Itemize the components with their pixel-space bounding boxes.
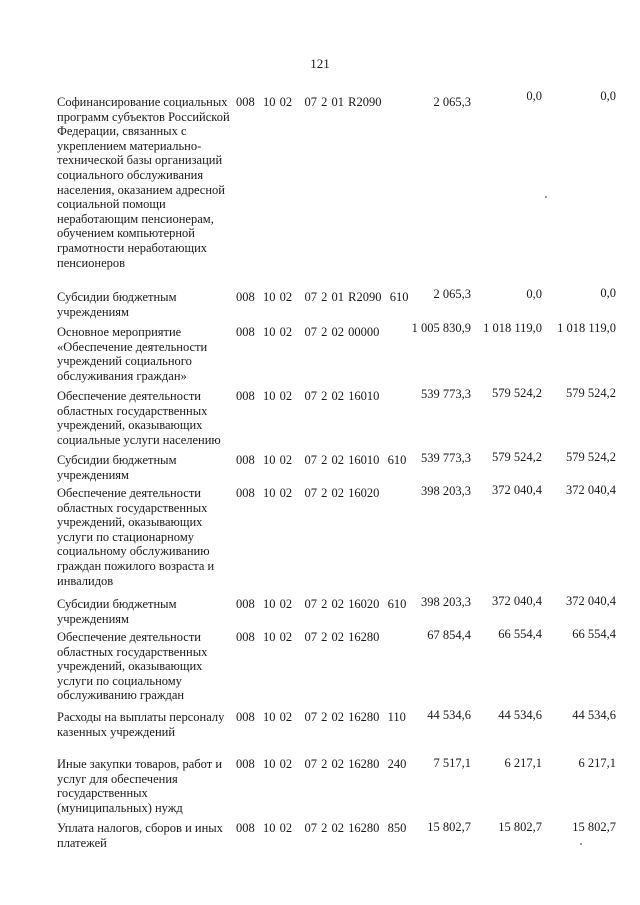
page-number: 121 xyxy=(310,56,330,71)
row-value-2: 372 040,4 xyxy=(492,483,542,497)
row-value-1: 539 773,3 xyxy=(421,387,471,401)
row-value-1: 2 065,3 xyxy=(433,287,471,301)
row-value-3: 44 534,6 xyxy=(572,708,616,722)
row-name: Субсидии бюджетным учреждениям xyxy=(57,597,177,626)
row-name: Обеспечение деятельности областных государственных учреждений, оказывающих услуги по стационарному социальному обслуживанию граждан пожилого возраста и инвалидов xyxy=(57,486,215,588)
row-name: Расходы на выплаты персоналу казенных учреждений xyxy=(57,710,225,739)
row-value-1: 67 854,4 xyxy=(427,628,471,642)
row-value-1: 398 203,3 xyxy=(421,484,471,498)
row-code: 008 10 02 07 2 02 00000 xyxy=(236,325,380,339)
row-name: Субсидии бюджетным учреждениям xyxy=(57,453,177,482)
row-code: 008 10 02 07 2 01 R2090 610 xyxy=(236,290,409,304)
row-value-1: 15 802,7 xyxy=(427,820,471,834)
row-value-3: 0,0 xyxy=(600,286,616,300)
row-name: Софинансирование социальных программ субъектов Российской Федерации, связанных с укреплением материально-технической базы организаций социального обслуживания населения, оказанием адресной социальной помощи неработающим пенсионерам, обучением компьютерной грамотности неработающих пенсионеров xyxy=(57,95,230,270)
row-value-3: 579 524,2 xyxy=(566,450,616,464)
row-name: Уплата налогов, сборов и иных платежей xyxy=(57,821,223,850)
row-value-3: 0,0 xyxy=(600,89,616,103)
row-name: Обеспечение деятельности областных государственных учреждений, оказывающих социальные услуги населению xyxy=(57,389,221,447)
row-name: Основное мероприятие «Обеспечение деятельности учреждений социального обслуживания граждан» xyxy=(57,325,208,383)
row-code: 008 10 02 07 2 01 R2090 xyxy=(236,95,382,109)
row-value-3: 66 554,4 xyxy=(572,627,616,641)
row-value-3: 372 040,4 xyxy=(566,594,616,608)
row-value-3: 15 802,7 xyxy=(572,820,616,834)
row-code: 008 10 02 07 2 02 16010 xyxy=(236,389,380,403)
row-value-1: 398 203,3 xyxy=(421,595,471,609)
row-code: 008 10 02 07 2 02 16280 xyxy=(236,630,380,644)
row-name: Иные закупки товаров, работ и услуг для обеспечения государственных (муниципальных) нужд xyxy=(57,757,223,815)
row-value-1: 44 534,6 xyxy=(427,708,471,722)
row-code: 008 10 02 07 2 02 16280 240 xyxy=(236,757,407,771)
row-code: 008 10 02 07 2 02 16280 850 xyxy=(236,821,407,835)
row-code: 008 10 02 07 2 02 16010 610 xyxy=(236,453,407,467)
row-value-2: 579 524,2 xyxy=(492,386,542,400)
row-value-3: 372 040,4 xyxy=(566,483,616,497)
row-name: Обеспечение деятельности областных государственных учреждений, оказывающих услуги по социальному обслуживанию граждан xyxy=(57,630,208,703)
row-value-1: 7 517,1 xyxy=(433,756,471,770)
row-value-2: 15 802,7 xyxy=(498,820,542,834)
row-value-2: 0,0 xyxy=(526,287,542,301)
row-code: 008 10 02 07 2 02 16020 610 xyxy=(236,597,407,611)
row-value-3: 1 018 119,0 xyxy=(557,321,616,335)
scan-speck xyxy=(545,196,547,198)
row-value-1: 1 005 830,9 xyxy=(411,321,471,335)
row-code: 008 10 02 07 2 02 16020 xyxy=(236,486,380,500)
row-value-2: 372 040,4 xyxy=(492,594,542,608)
scan-speck xyxy=(580,843,582,845)
row-value-1: 539 773,3 xyxy=(421,451,471,465)
row-value-2: 579 524,2 xyxy=(492,450,542,464)
row-value-3: 6 217,1 xyxy=(578,756,616,770)
row-value-1: 2 065,3 xyxy=(433,95,471,109)
row-code: 008 10 02 07 2 02 16280 110 xyxy=(236,710,406,724)
row-value-2: 0,0 xyxy=(526,89,542,103)
row-value-3: 579 524,2 xyxy=(566,386,616,400)
row-value-2: 44 534,6 xyxy=(498,708,542,722)
row-name: Субсидии бюджетным учреждениям xyxy=(57,290,177,319)
row-value-2: 6 217,1 xyxy=(504,756,542,770)
row-value-2: 1 018 119,0 xyxy=(483,321,542,335)
row-value-2: 66 554,4 xyxy=(498,627,542,641)
